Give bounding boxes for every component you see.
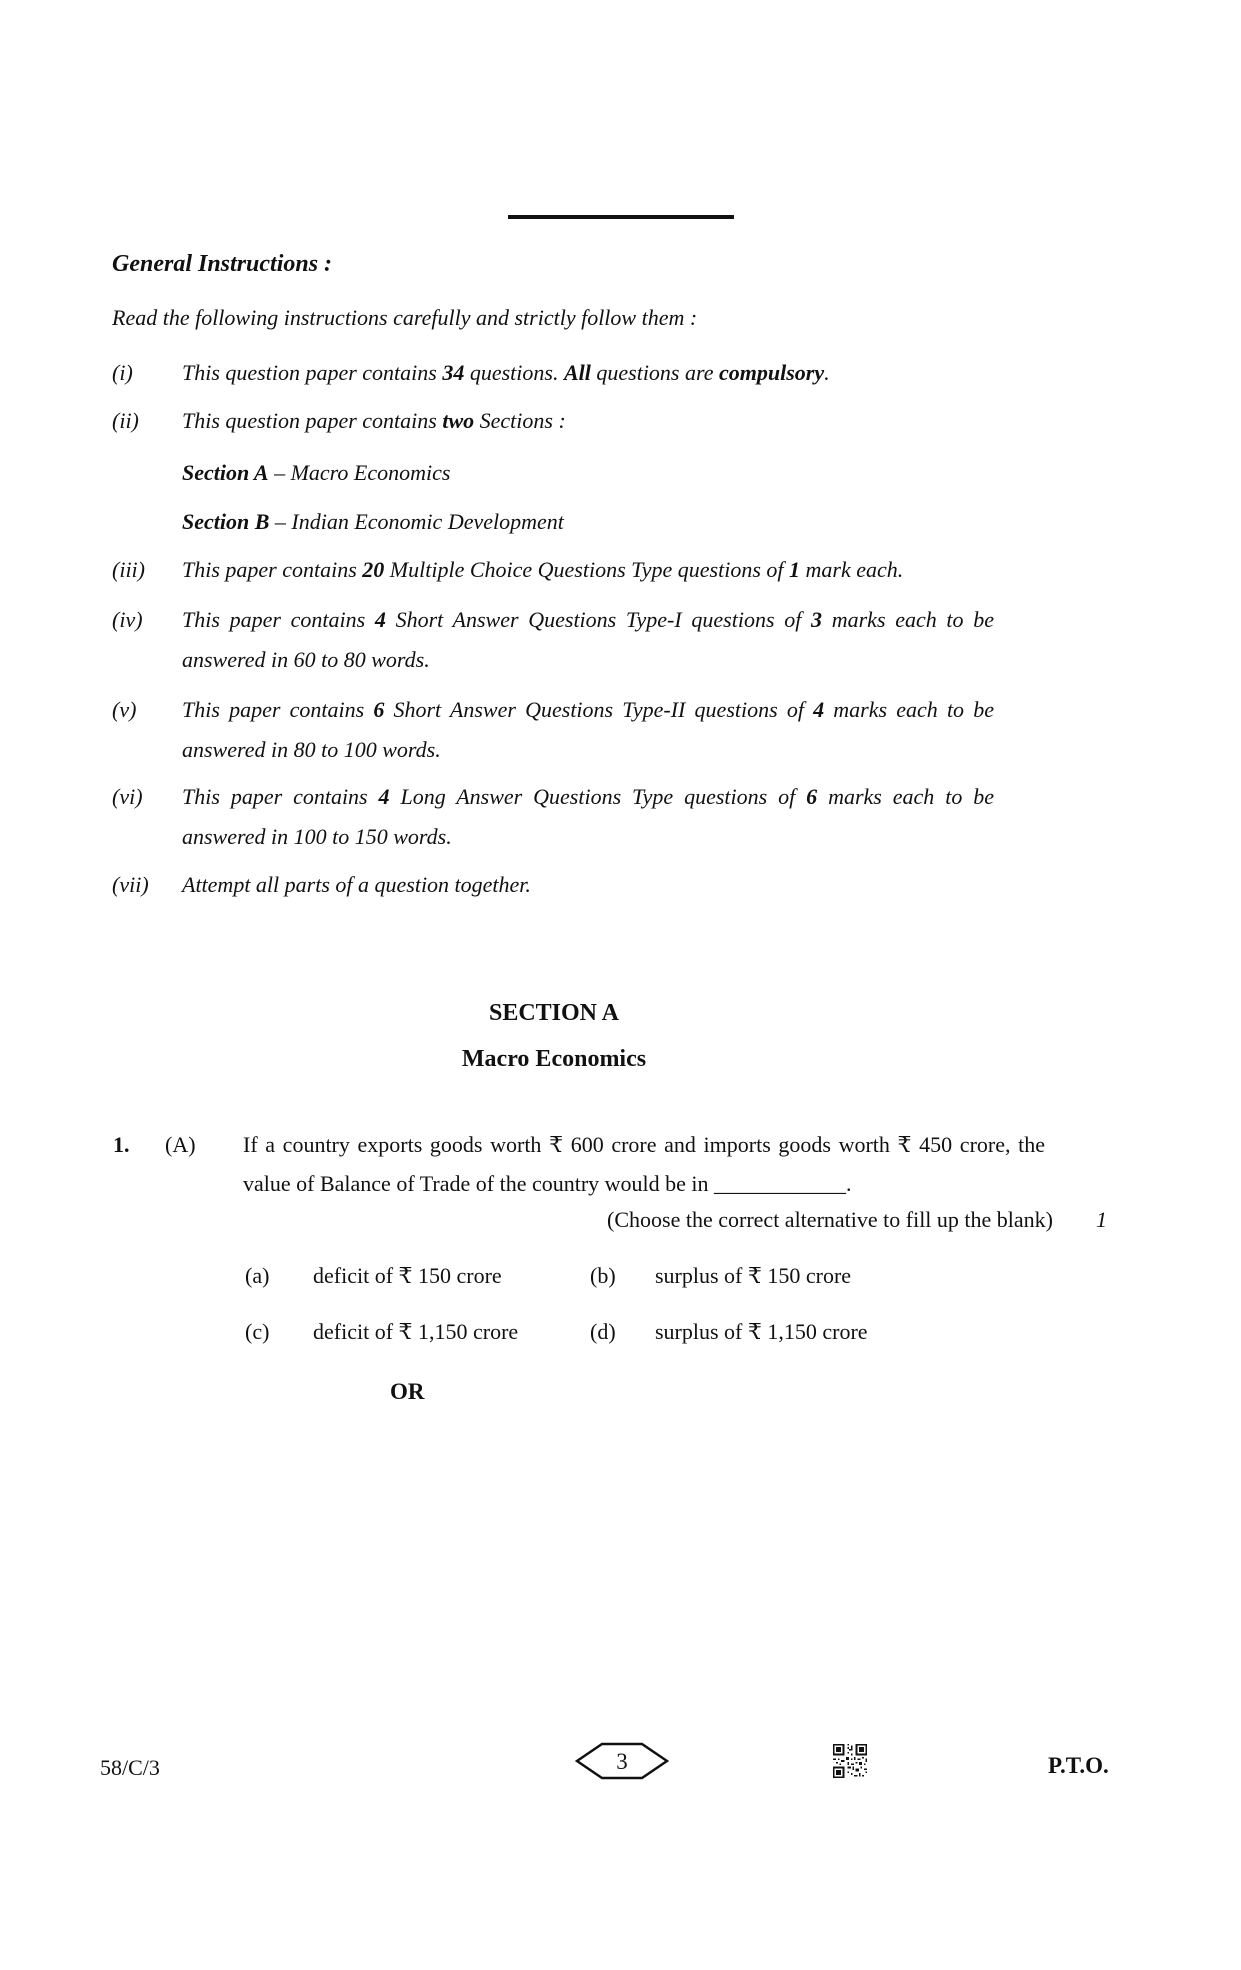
general-instructions bbox=[112, 247, 996, 905]
page-number: 3 bbox=[616, 1749, 628, 1774]
question-1 bbox=[0, 1125, 1241, 1405]
instruction-number bbox=[112, 453, 182, 493]
instruction-item-ii bbox=[112, 401, 996, 441]
instruction-item-i bbox=[112, 353, 996, 393]
instruction-text: This paper contains 20 Multiple Choice Questions Type questions of 1 mark each. bbox=[182, 557, 904, 582]
instruction-text: Attempt all parts of a question together. bbox=[182, 872, 531, 897]
instruction-item-vii bbox=[112, 865, 996, 905]
options-row-cd bbox=[245, 1317, 1241, 1347]
instruction-text: This paper contains 6 Short Answer Questions Type-II questions of 4 marks each to be answered in 80 to 100 words. bbox=[182, 697, 994, 762]
instruction-number: (iii) bbox=[112, 557, 145, 582]
option-c-text: deficit of ₹ 1,150 crore bbox=[313, 1319, 519, 1344]
page-number-badge bbox=[575, 1741, 669, 1781]
option-d-label: (d) bbox=[590, 1319, 616, 1344]
options-row-ab bbox=[245, 1261, 1241, 1291]
instruction-text: This paper contains 4 Short Answer Questions Type-I questions of 3 marks each to be answered in 60 to 80 words. bbox=[182, 607, 994, 672]
section-a-title: SECTION A bbox=[488, 1000, 620, 1026]
instruction-item-v bbox=[112, 690, 996, 770]
instruction-number: (vii) bbox=[112, 872, 149, 897]
instruction-text: This paper contains 4 Long Answer Questions Type questions of 6 marks each to be answered in 100 to 150 words. bbox=[182, 784, 994, 849]
question-1-body bbox=[113, 1125, 1241, 1203]
option-b-label: (b) bbox=[590, 1263, 616, 1288]
option-d-text: surplus of ₹ 1,150 crore bbox=[655, 1319, 868, 1344]
instruction-subline-section-b bbox=[112, 502, 996, 542]
page-number-hexagon bbox=[575, 1741, 669, 1781]
instruction-number: (vi) bbox=[112, 784, 143, 809]
instruction-number: (v) bbox=[112, 697, 137, 722]
pto-label: P.T.O. bbox=[1048, 1753, 1109, 1778]
option-a-text: deficit of ₹ 150 crore bbox=[313, 1263, 502, 1288]
question-part-label: (A) bbox=[165, 1132, 196, 1157]
instruction-text: Section A – Macro Economics bbox=[182, 460, 451, 485]
general-instructions-heading: General Instructions : bbox=[112, 251, 333, 277]
section-a-subtitle: Macro Economics bbox=[461, 1046, 647, 1072]
option-a-label: (a) bbox=[245, 1263, 270, 1288]
instruction-number: (iv) bbox=[112, 607, 143, 632]
option-b-text: surplus of ₹ 150 crore bbox=[655, 1263, 852, 1288]
question-text: If a country exports goods worth ₹ 600 crore and imports goods worth ₹ 450 crore, the value of Balance of Trade of the country would be in ____________. bbox=[243, 1132, 1045, 1196]
instruction-number: (ii) bbox=[112, 408, 139, 433]
question-marks: 1 bbox=[1096, 1207, 1107, 1232]
document-code: 58/C/3 bbox=[100, 1755, 160, 1780]
header-divider-rule bbox=[508, 215, 734, 219]
instruction-number bbox=[112, 502, 182, 542]
general-instructions-subheading: Read the following instructions carefully and strictly follow them : bbox=[112, 305, 698, 330]
question-1-hint-row bbox=[243, 1203, 1107, 1237]
page-footer bbox=[0, 1739, 1241, 1789]
instruction-subline-section-a bbox=[112, 453, 996, 493]
question-hint: (Choose the correct alternative to fill up the blank) bbox=[607, 1207, 1053, 1232]
or-separator: OR bbox=[390, 1379, 425, 1404]
instruction-text: This question paper contains two Sections : bbox=[182, 408, 566, 433]
instruction-number: (i) bbox=[112, 360, 133, 385]
instruction-item-iii bbox=[112, 550, 996, 590]
question-number: 1. bbox=[113, 1132, 130, 1157]
option-c-label: (c) bbox=[245, 1319, 270, 1344]
instruction-item-iv bbox=[112, 600, 996, 680]
instruction-text: Section B – Indian Economic Development bbox=[182, 509, 564, 534]
instruction-item-vi bbox=[112, 777, 996, 857]
qr-code-icon bbox=[833, 1744, 867, 1778]
instruction-text: This question paper contains 34 questions. All questions are compulsory. bbox=[182, 360, 830, 385]
